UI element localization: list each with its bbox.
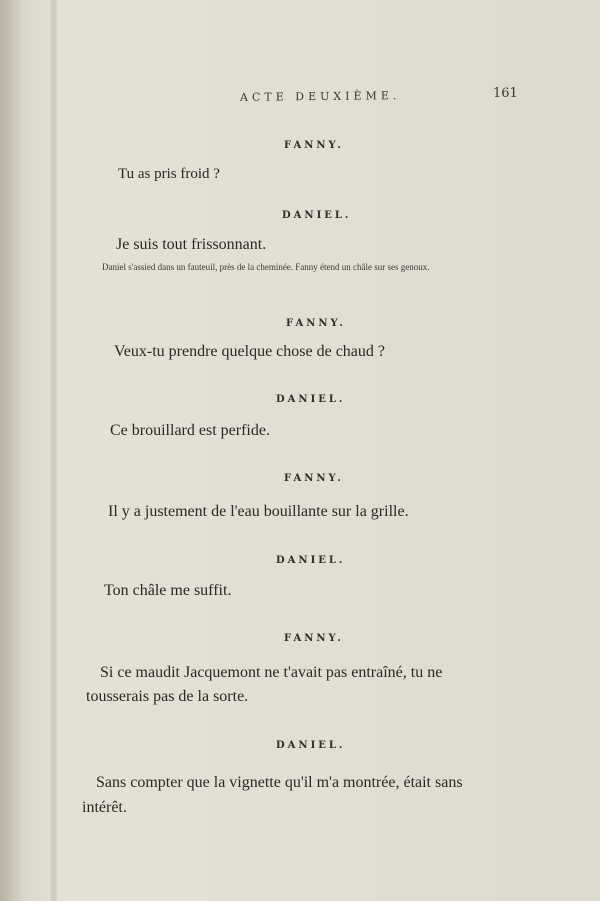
dialogue-line: Je suis tout frissonnant. bbox=[116, 236, 267, 253]
running-title: ACTE DEUXIÈME. bbox=[239, 89, 401, 104]
speaker-name: FANNY. bbox=[284, 140, 344, 151]
page-edge-shadow bbox=[0, 0, 22, 901]
dialogue-line: Tu as pris froid ? bbox=[118, 166, 220, 182]
page-gutter bbox=[50, 0, 58, 901]
stage-direction: Daniel s'assied dans un fauteuil, près de la cheminée. Fanny étend un châle sur ses genoux. bbox=[102, 262, 430, 272]
page-number: 161 bbox=[493, 86, 518, 101]
dialogue-line: intérêt. bbox=[82, 799, 127, 816]
speaker-name: FANNY. bbox=[284, 633, 344, 644]
speaker-name: FANNY. bbox=[286, 318, 346, 329]
speaker-name: DANIEL. bbox=[276, 555, 346, 566]
dialogue-line: tousserais pas de la sorte. bbox=[86, 688, 249, 705]
speaker-name: DANIEL. bbox=[282, 210, 352, 221]
dialogue-line: Veux-tu prendre quelque chose de chaud ? bbox=[114, 343, 385, 360]
speaker-name: DANIEL. bbox=[276, 740, 346, 751]
dialogue-line: Sans compter que la vignette qu'il m'a montrée, était sans bbox=[96, 774, 463, 791]
dialogue-line: Ton châle me suffit. bbox=[104, 582, 232, 599]
speaker-name: DANIEL. bbox=[276, 394, 346, 405]
speaker-name: FANNY. bbox=[284, 473, 344, 484]
dialogue-line: Si ce maudit Jacquemont ne t'avait pas entraîné, tu ne bbox=[100, 664, 443, 681]
dialogue-line: Il y a justement de l'eau bouillante sur la grille. bbox=[108, 503, 409, 520]
dialogue-line: Ce brouillard est perfide. bbox=[110, 422, 270, 439]
